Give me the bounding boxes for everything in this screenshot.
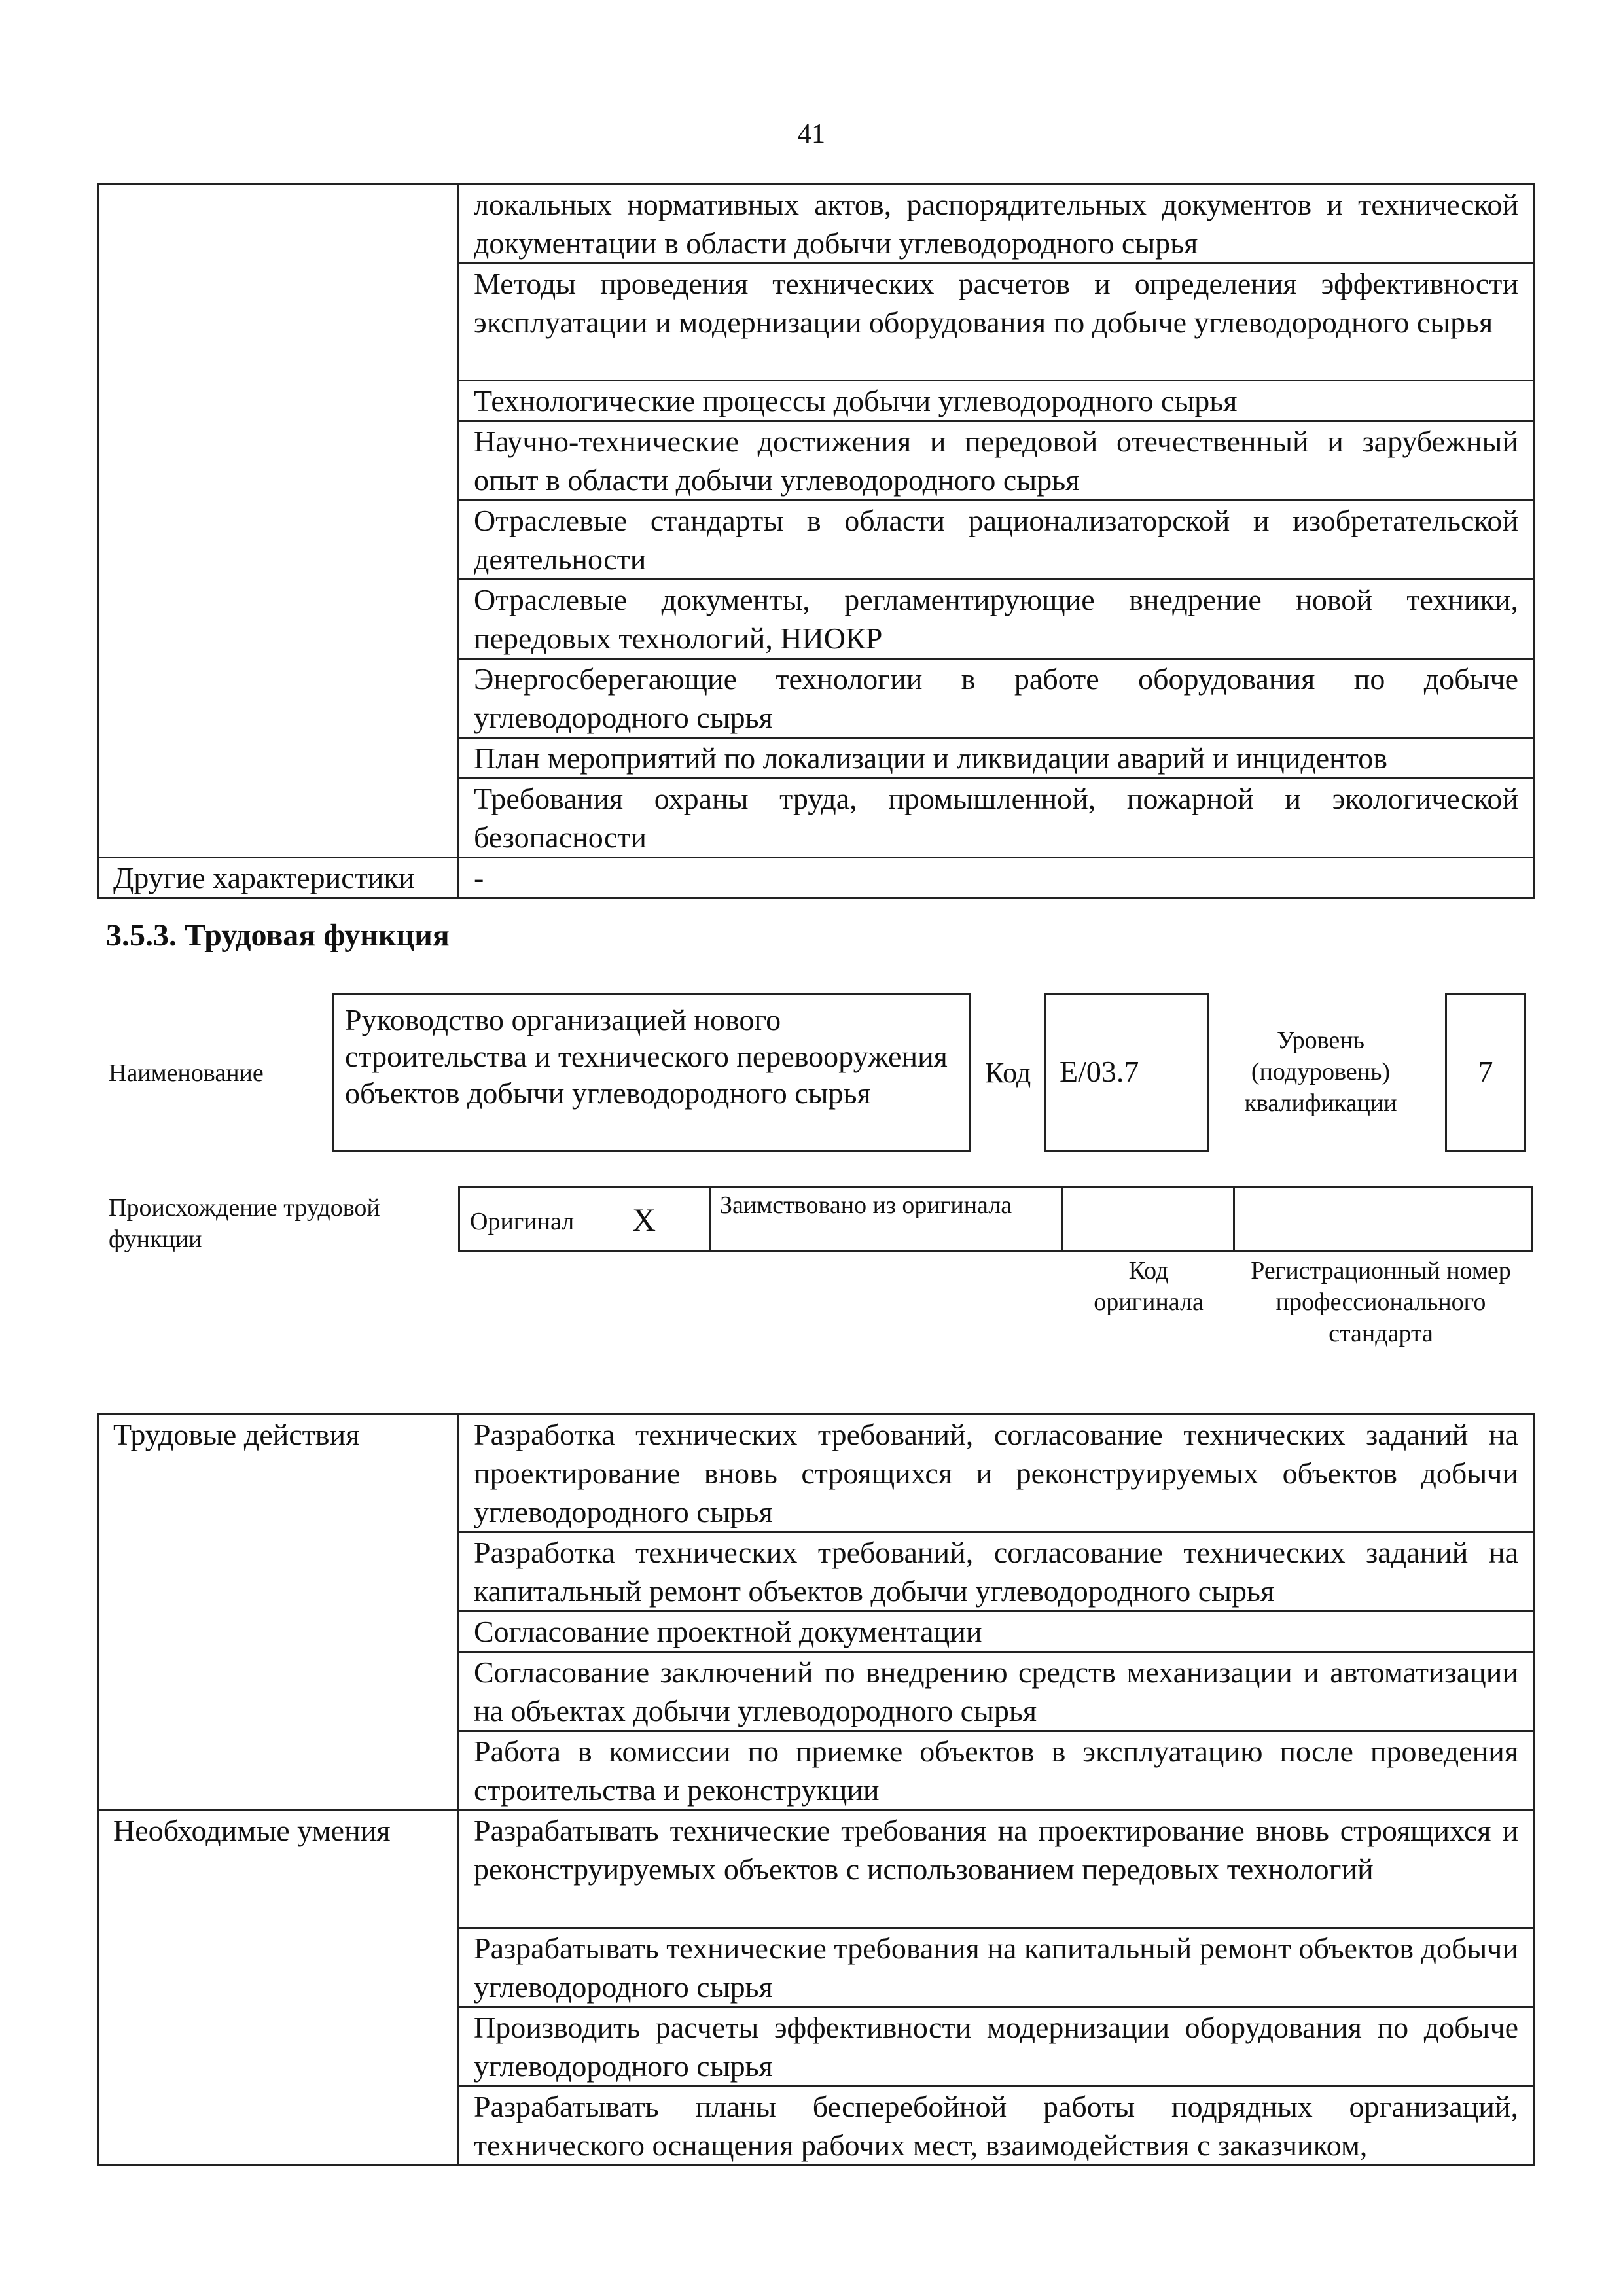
table-cell: локальных нормативных актов, распорядительных документов и технической документации в области добычи углеводородного сырья — [459, 185, 1534, 264]
function-name-box — [332, 993, 971, 1152]
code-box — [1044, 993, 1209, 1152]
original-mark: X — [632, 1201, 656, 1238]
table-cell: Работа в комиссии по приемке объектов в эксплуатацию после проведения строительства и реконструкции — [459, 1731, 1534, 1810]
table-cell: Методы проведения технических расчетов и определения эффективности эксплуатации и модернизации оборудования по добыче углеводородного сырья — [459, 264, 1534, 381]
table-cell: Разрабатывать технические требования на капитальный ремонт объектов добычи углеводородного сырья — [459, 1928, 1534, 2007]
labor-actions-table — [97, 1413, 1535, 2166]
table-row — [98, 185, 1534, 264]
table-cell: Производить расчеты эффективности модернизации оборудования по добыче углеводородного сырья — [459, 2007, 1534, 2087]
table-row — [98, 1415, 1534, 1532]
code-label: Код — [985, 1057, 1031, 1089]
table-cell: Отраслевые документы, регламентирующие внедрение новой техники, передовых технологий, НИОКР — [459, 580, 1534, 659]
table-cell: Отраслевые стандарты в области рационализаторской и изобретательской деятельности — [459, 501, 1534, 580]
table-cell: Согласование заключений по внедрению средств механизации и автоматизации на объектах добычи углеводородного сырья — [459, 1652, 1534, 1731]
origin-label: Происхождение трудовой функции — [109, 1194, 380, 1253]
table-cell: Научно-технические достижения и передовой отечественный и зарубежный опыт в области добычи углеводородного сырья — [459, 421, 1534, 501]
level-label: Уровень (подуровень) квалификации — [1244, 1027, 1397, 1117]
table-cell: Требования охраны труда, промышленной, пожарной и экологической безопасности — [459, 779, 1534, 858]
code-value: E/03.7 — [1060, 1055, 1139, 1088]
table-cell-empty — [98, 185, 459, 858]
origin-divider-2 — [1061, 1186, 1235, 1252]
table-cell: Технологические процессы добычи углеводородного сырья — [459, 381, 1534, 421]
other-characteristics-value: - — [459, 858, 1534, 898]
code-original-caption: Код оригинала — [1094, 1257, 1204, 1316]
table-row — [98, 858, 1534, 898]
labor-actions-label: Трудовые действия — [98, 1415, 459, 1810]
registration-number-caption: Регистрационный номер профессионального стандарта — [1251, 1257, 1511, 1347]
table-cell: Разрабатывать планы бесперебойной работы подрядных организаций, технического оснащения рабочих мест, взаимодействия с заказчиком, — [459, 2087, 1534, 2166]
function-name-value: Руководство организацией нового строительства и технического перевооружения объектов добычи углеводородного сырья — [345, 1003, 948, 1110]
level-value: 7 — [1478, 1055, 1493, 1088]
section-title: 3.5.3. Трудовая функция — [106, 918, 450, 953]
required-skills-label: Необходимые умения — [98, 1810, 459, 2166]
table-cell: Разработка технических требований, согласование технических заданий на проектирование вновь строящихся и реконструируемых объектов добычи углеводородного сырья — [459, 1415, 1534, 1532]
page-number: 41 — [798, 119, 825, 149]
table-cell: Энергосберегающие технологии в работе оборудования по добыче углеводородного сырья — [459, 659, 1534, 738]
level-box — [1445, 993, 1526, 1152]
knowledge-table — [97, 183, 1535, 899]
borrowed-label: Заимствовано из оригинала — [720, 1192, 1012, 1219]
table-cell: Согласование проектной документации — [459, 1612, 1534, 1652]
table-cell: Разрабатывать технические требования на проектирование вновь строящихся и реконструируемых объектов с использованием передовых технологий — [459, 1810, 1534, 1928]
table-cell: Разработка технических требований, согласование технических заданий на капитальный ремонт объектов добычи углеводородного сырья — [459, 1532, 1534, 1612]
name-label: Наименование — [109, 1059, 264, 1087]
other-characteristics-label: Другие характеристики — [98, 858, 459, 898]
table-row — [98, 1810, 1534, 1928]
table-cell: План мероприятий по локализации и ликвидации аварий и инцидентов — [459, 738, 1534, 779]
original-label: Оригинал — [470, 1208, 575, 1235]
